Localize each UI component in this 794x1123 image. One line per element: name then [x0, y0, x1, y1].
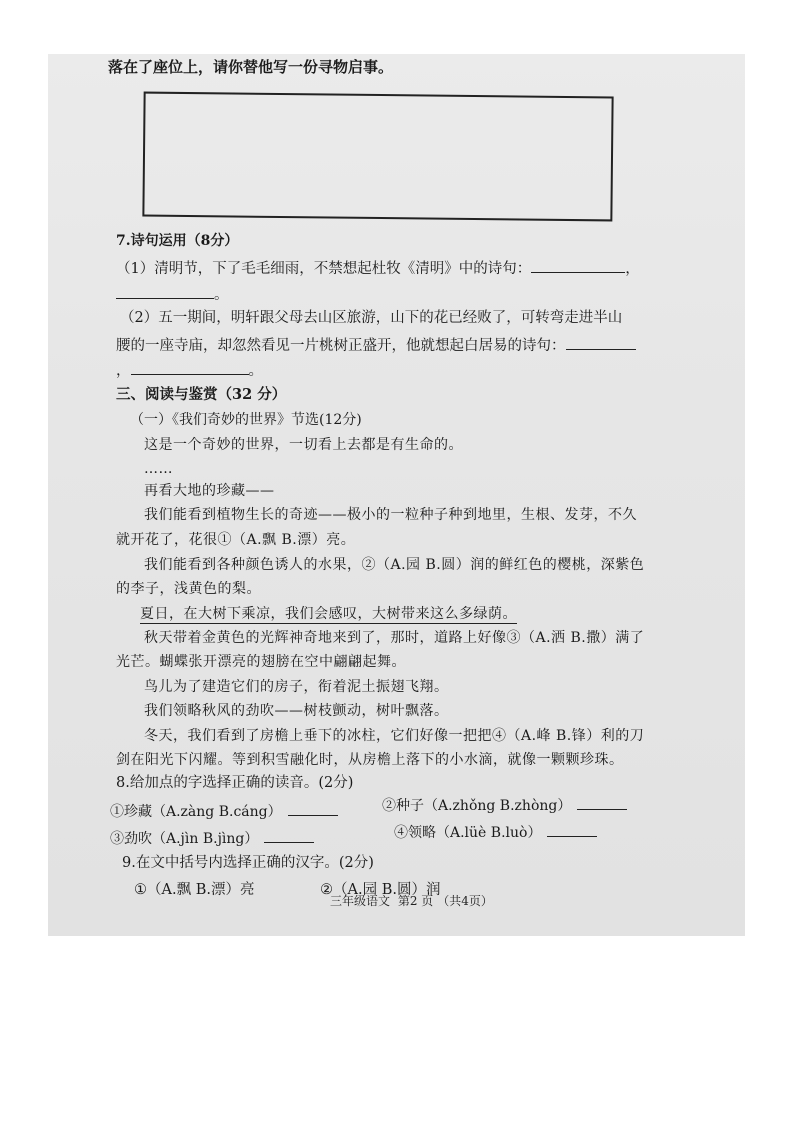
q9-option-2: ②（A.园 B.圆）润: [320, 882, 441, 898]
q8-option-4-text: ④领略（A.lüè B.luò）: [394, 825, 542, 841]
answer-box[interactable]: [142, 92, 613, 222]
scanned-page-photo: [48, 54, 745, 936]
q7-part2-line2: [116, 335, 636, 355]
footer-grade: 三年级语文: [330, 894, 391, 908]
q7-part1-text: （1）清明节，下了毛毛细雨，不禁想起杜牧《清明》中的诗句：: [116, 261, 532, 277]
q8-option-3-text: ③劲吹（A.jìn B.jìng）: [110, 831, 259, 847]
passage-line: 光芒。蝴蝶张开漂亮的翅膀在空中翩翩起舞。: [116, 654, 406, 670]
passage-line: 再看大地的珍藏——: [144, 483, 275, 499]
section3-title: 三、阅读与鉴赏（32 分）: [116, 386, 287, 403]
answer-blank[interactable]: [577, 795, 627, 810]
passage-line: 我们能看到各种颜色诱人的水果，②（A.园 B.圆）润的鲜红色的樱桃，深紫色: [144, 557, 645, 573]
passage-line: 我们领略秋风的劲吹——树枝颤动，树叶飘落。: [144, 703, 449, 719]
answer-blank[interactable]: [264, 828, 314, 843]
q9-option-1: ①（A.飘 B.漂）亮: [134, 882, 255, 898]
q7-part2-line1: （2）五一期间，明轩跟父母去山区旅游，山下的花已经败了，可转弯走进半山: [120, 310, 623, 326]
q8-title: 8.给加点的字选择正确的读音。(2分): [116, 775, 354, 791]
q8-option-4: [394, 822, 597, 842]
passage-line: 鸟儿为了建造它们的房子，衔着泥土振翅飞翔。: [144, 679, 449, 695]
passage-line: 的李子，浅黄色的梨。: [116, 581, 261, 597]
intro-line: 落在了座位上，请你替他写一份寻物启事。: [108, 58, 394, 76]
footer-total-pages: （共4页）: [437, 894, 493, 908]
passage-line: 这是一个奇妙的世界，一切看上去都是有生命的。: [144, 437, 463, 453]
passage-line: 秋天带着金黄色的光辉神奇地来到了，那时，道路上好像③（A.洒 B.撒）满了: [144, 630, 645, 646]
answer-blank[interactable]: [531, 258, 625, 273]
passage-line-underlined: 夏日，在大树下乘凉，我们会感叹，大树带来这么多绿荫。: [140, 606, 517, 622]
passage-line: ……: [144, 461, 173, 477]
q7-part2-comma: ，: [116, 363, 131, 379]
q8-option-3: [110, 828, 314, 848]
q8-option-2-text: ②种子（A.zhǒng B.zhòng）: [382, 798, 572, 814]
passage-line: 我们能看到植物生长的奇迹——极小的一粒种子种到地里，生根、发芽，不久: [144, 507, 637, 523]
passage-line: 冬天，我们看到了房檐上垂下的冰柱，它们好像一把把④（A.峰 B.锋）利的刀: [144, 728, 645, 744]
q7-part1-end: 。: [214, 287, 229, 303]
q7-part2-end: 。: [248, 363, 263, 379]
answer-blank[interactable]: [547, 822, 597, 837]
section3-subtitle: （一）《我们奇妙的世界》节选(12分): [130, 412, 362, 428]
passage-line: 剑在阳光下闪耀。等到积雪融化时，从房檐上落下的小水滴，就像一颗颗珍珠。: [116, 752, 624, 768]
answer-blank[interactable]: [116, 284, 214, 299]
q7-part1-line2: [116, 284, 229, 304]
footer-page-number: 第2 页: [397, 894, 434, 908]
q7-part2-line3: [116, 360, 263, 380]
q7-title: 7.诗句运用（8分）: [116, 233, 239, 249]
q8-option-1: [110, 801, 338, 821]
answer-blank[interactable]: [288, 801, 338, 816]
page-footer: [330, 892, 497, 909]
q7-part1-comma: ，: [625, 261, 640, 277]
passage-line: 就开花了，花很①（A.飘 B.漂）亮。: [116, 532, 356, 548]
q7-part1: [116, 258, 640, 278]
answer-blank[interactable]: [131, 360, 249, 375]
answer-blank[interactable]: [566, 335, 636, 350]
q8-option-2: [382, 795, 627, 815]
q9-title: 9.在文中括号内选择正确的汉字。(2分): [122, 855, 374, 871]
q8-option-1-text: ①珍藏（A.zàng B.cáng）: [110, 804, 282, 820]
q7-part2-text: 腰的一座寺庙，却忽然看见一片桃树正盛开，他就想起白居易的诗句：: [116, 338, 566, 354]
